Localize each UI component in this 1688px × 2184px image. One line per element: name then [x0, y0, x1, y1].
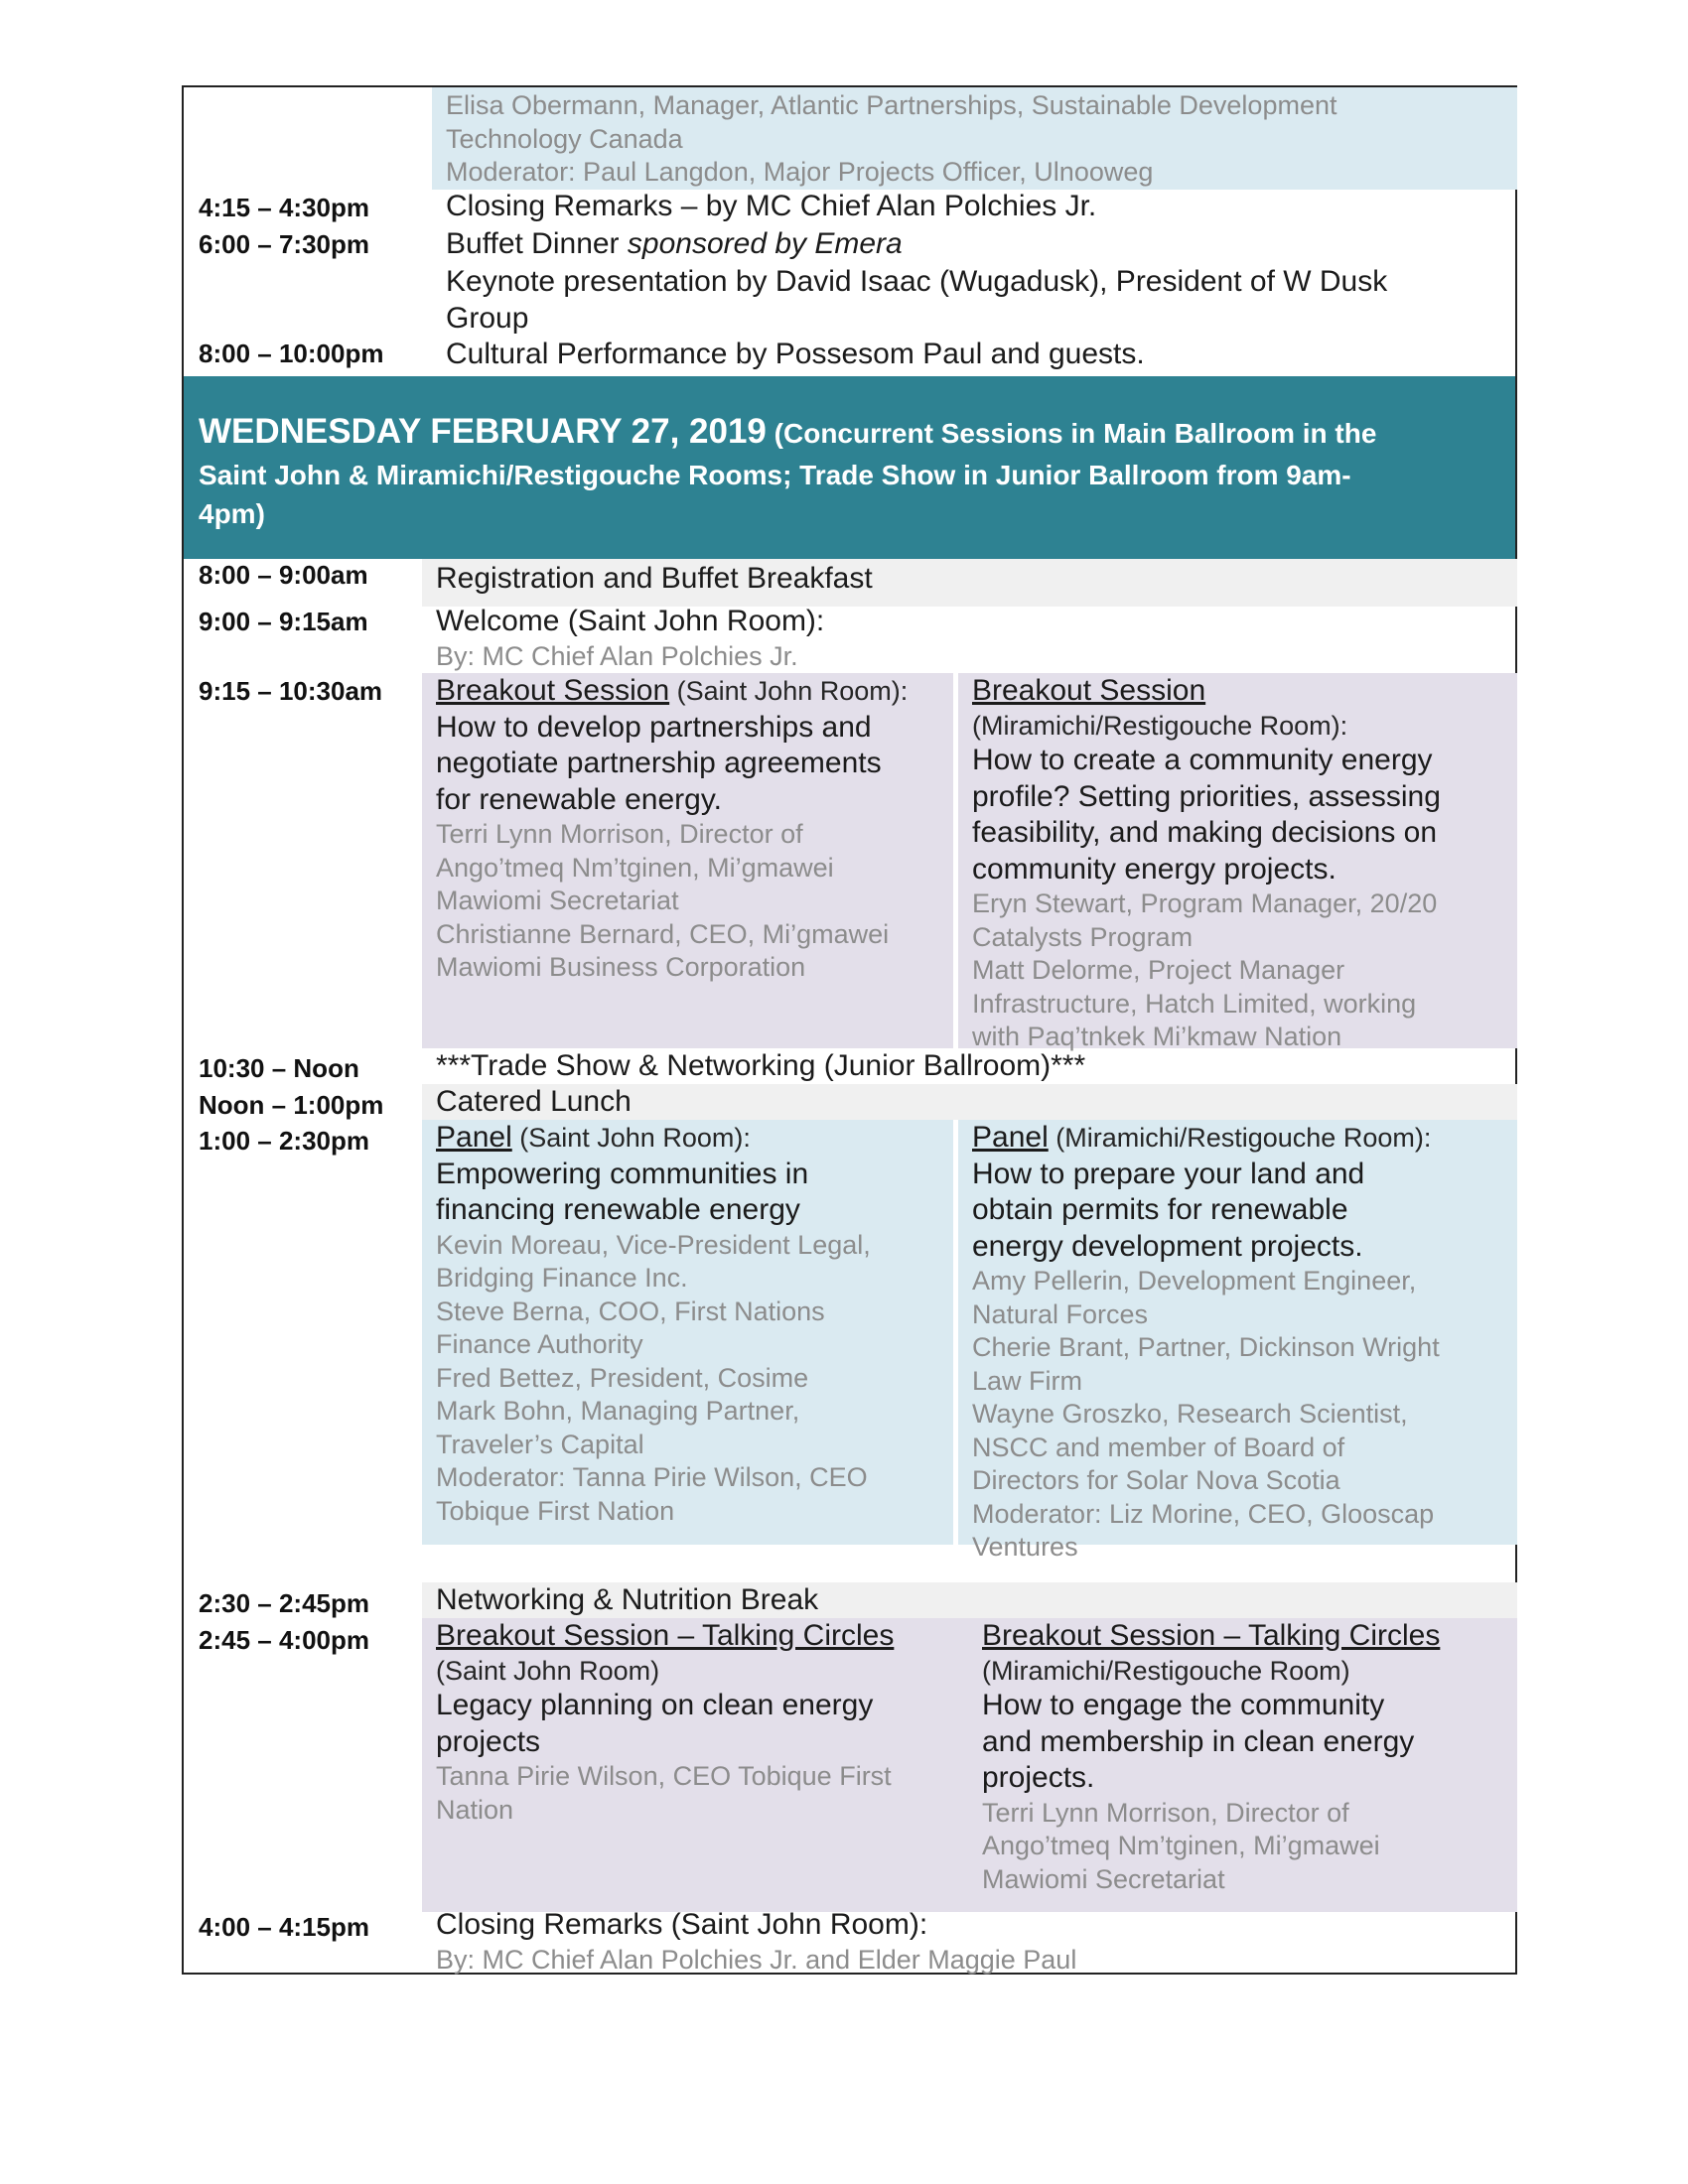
registration-row [422, 559, 1517, 607]
panel-left-speaker-9: Tobique First Nation [436, 1495, 675, 1526]
breakout-1-left-line-1: How to develop partnerships and [436, 710, 872, 744]
circles-left [436, 1618, 962, 1827]
circles-right-line-1: How to engage the community [982, 1689, 1385, 1721]
circles-right-speaker-2: Ango’tmeq Nm’tginen, Mi’gmawei [982, 1831, 1380, 1860]
panel-left-speaker-8: Moderator: Tanna Pirie Wilson, CEO [436, 1462, 868, 1492]
panel-left-speaker-5: Fred Bettez, President, Cosime [436, 1362, 809, 1393]
time-closing-tuesday: 4:15 – 4:30pm [199, 193, 369, 222]
dinner-text: Buffet Dinner [446, 227, 620, 260]
welcome-by: By: MC Chief Alan Polchies Jr. [436, 640, 798, 671]
time-break: 2:30 – 2:45pm [199, 1588, 369, 1618]
wednesday-subheading-2: Saint John & Miramichi/Restigouche Rooms; Trade Show in Junior Ballroom from 9am- [199, 460, 1351, 490]
panel-left-speaker-2: Bridging Finance Inc. [436, 1263, 688, 1293]
panel-left-speaker-4: Finance Authority [436, 1329, 643, 1359]
panel-left [422, 1120, 953, 1545]
panel-right-speaker-6: NSCC and member of Board of [972, 1432, 1345, 1462]
lunch-row [422, 1084, 1517, 1120]
breakout-1-left-line-2: negotiate partnership agreements [436, 747, 882, 779]
panel-left-speaker-6: Mark Bohn, Managing Partner, [436, 1396, 800, 1426]
circles-right-line-3: projects. [982, 1761, 1095, 1794]
time-lunch: Noon – 1:00pm [199, 1090, 384, 1120]
panel-left-line-2: financing renewable energy [436, 1193, 800, 1226]
panel-left-speaker-7: Traveler’s Capital [436, 1429, 644, 1459]
panel-left-speaker-3: Steve Berna, COO, First Nations [436, 1296, 825, 1326]
breakout-1-left [422, 673, 953, 1048]
tuesday-panel-continued [432, 87, 1517, 190]
breakout-1-left-speaker-1: Terri Lynn Morrison, Director of [436, 819, 803, 849]
welcome-row [436, 604, 1508, 673]
panel-right-title: Panel [972, 1121, 1049, 1154]
closing-text: Closing Remarks (Saint John Room): [436, 1908, 928, 1941]
breakout-1-left-speaker-3: Mawiomi Secretariat [436, 886, 679, 915]
panel-right-line-2: obtain permits for renewable [972, 1193, 1348, 1226]
breakout-1-right-title: Breakout Session [972, 674, 1206, 707]
break-text: Networking & Nutrition Break [436, 1583, 819, 1616]
time-closing: 4:00 – 4:15pm [199, 1912, 369, 1942]
circles-right-title: Breakout Session – Talking Circles [982, 1619, 1441, 1652]
breakout-1-right-line-2: profile? Setting priorities, assessing [972, 779, 1441, 813]
panel-right-room: (Miramichi/Restigouche Room): [1048, 1123, 1432, 1153]
cultural-row [446, 337, 1145, 373]
closing-by: By: MC Chief Alan Polchies Jr. and Elder Maggie Paul [436, 1944, 1077, 1975]
time-registration: 8:00 – 9:00am [199, 560, 368, 590]
panel-right-speaker-4: Law Firm [972, 1365, 1083, 1396]
panel-right-speaker-7: Directors for Solar Nova Scotia [972, 1465, 1340, 1495]
circles-left-line-1: Legacy planning on clean energy [436, 1689, 874, 1721]
breakout-1-left-title: Breakout Session [436, 674, 670, 707]
registration-text: Registration and Buffet Breakfast [436, 562, 873, 595]
circles-right-line-2: and membership in clean energy [982, 1724, 1415, 1758]
panel-right-speaker-8: Moderator: Liz Morine, CEO, Glooscap [972, 1498, 1435, 1529]
circles-right-speaker-3: Mawiomi Secretariat [982, 1863, 1225, 1894]
panel-right-line-3: energy development projects. [972, 1229, 1363, 1263]
closing-tuesday-text: Closing Remarks – by MC Chief Alan Polchies Jr. [446, 190, 1097, 222]
circles-left-line-2: projects [436, 1724, 541, 1758]
breakout-1-left-speaker-5: Mawiomi Business Corporation [436, 952, 806, 982]
time-dinner: 6:00 – 7:30pm [199, 229, 369, 259]
welcome-text: Welcome (Saint John Room): [436, 605, 825, 637]
wednesday-subheading-3: 4pm) [199, 498, 265, 529]
panel-right [958, 1120, 1517, 1562]
breakout-1-right-speaker-4: Infrastructure, Hatch Limited, working [972, 988, 1417, 1019]
panel-right-speaker-1: Amy Pellerin, Development Engineer, [972, 1266, 1417, 1296]
circles-right [982, 1618, 1513, 1896]
breakout-1-left-speaker-2: Ango’tmeq Nm’tginen, Mi’gmawei [436, 852, 834, 883]
time-cultural: 8:00 – 10:00pm [199, 339, 384, 368]
breakout-1-right-speaker-1: Eryn Stewart, Program Manager, 20/20 [972, 888, 1438, 918]
wednesday-header [184, 376, 1515, 559]
breakout-1-right-line-3: feasibility, and making decisions on [972, 816, 1438, 849]
circles-right-speaker-1: Terri Lynn Morrison, Director of [982, 1797, 1349, 1828]
time-breakout-1: 9:15 – 10:30am [199, 676, 383, 706]
wednesday-heading: WEDNESDAY FEBRUARY 27, 2019 [199, 412, 767, 451]
closing-row [436, 1907, 1508, 1977]
breakout-1-right-line-1: How to create a community energy [972, 744, 1433, 776]
time-panel: 1:00 – 2:30pm [199, 1126, 369, 1156]
time-circles: 2:45 – 4:00pm [199, 1625, 369, 1655]
time-welcome: 9:00 – 9:15am [199, 607, 368, 636]
tradeshow-text: ***Trade Show & Networking (Junior Ballroom)*** [436, 1049, 1086, 1082]
panel-line-3: Moderator: Paul Langdon, Major Projects Officer, Ulnooweg [446, 157, 1154, 187]
breakout-1-left-room: (Saint John Room): [669, 676, 909, 706]
panel-left-line-1: Empowering communities in [436, 1157, 809, 1190]
breakout-1-right-room: (Miramichi/Restigouche Room): [972, 710, 1348, 741]
closing-tuesday-row [446, 189, 1096, 225]
circles-left-speaker-1: Tanna Pirie Wilson, CEO Tobique First [436, 1761, 892, 1791]
panel-right-line-1: How to prepare your land and [972, 1157, 1365, 1190]
panel-line-1: Elisa Obermann, Manager, Atlantic Partnerships, Sustainable Development [446, 90, 1337, 120]
breakout-1-right-line-4: community energy projects. [972, 852, 1336, 886]
panel-right-speaker-2: Natural Forces [972, 1298, 1149, 1329]
cultural-text: Cultural Performance by Possesom Paul and guests. [446, 338, 1145, 370]
panel-right-speaker-5: Wayne Groszko, Research Scientist, [972, 1399, 1408, 1429]
breakout-1-right-speaker-5: with Paq’tnkek Mi’kmaw Nation [972, 1022, 1342, 1051]
breakout-1-right [958, 673, 1517, 1051]
panel-right-speaker-3: Cherie Brant, Partner, Dickinson Wright [972, 1332, 1440, 1362]
dinner-row [446, 225, 1508, 338]
circles-left-title: Breakout Session – Talking Circles [436, 1619, 895, 1652]
panel-right-speaker-9: Ventures [972, 1532, 1078, 1562]
dinner-sponsor: sponsored by Emera [627, 227, 903, 260]
breakout-1-right-speaker-3: Matt Delorme, Project Manager [972, 955, 1345, 985]
breakout-1-left-line-3: for renewable energy. [436, 782, 722, 816]
tradeshow-row [436, 1048, 1085, 1085]
panel-left-speaker-1: Kevin Moreau, Vice-President Legal, [436, 1229, 871, 1260]
keynote-line-1: Keynote presentation by David Isaac (Wugadusk), President of W Dusk [446, 264, 1388, 298]
circles-left-speaker-2: Nation [436, 1794, 514, 1825]
panel-left-title: Panel [436, 1121, 512, 1154]
break-row [422, 1582, 1517, 1618]
time-tradeshow: 10:30 – Noon [199, 1053, 359, 1083]
breakout-1-right-speaker-2: Catalysts Program [972, 921, 1194, 952]
circles-left-room: (Saint John Room) [436, 1655, 660, 1686]
wednesday-subheading-1: (Concurrent Sessions in Main Ballroom in the [774, 418, 1377, 449]
panel-line-2: Technology Canada [446, 123, 683, 154]
breakout-1-left-speaker-4: Christianne Bernard, CEO, Mi’gmawei [436, 918, 890, 949]
lunch-text: Catered Lunch [436, 1085, 632, 1118]
panel-left-room: (Saint John Room): [511, 1123, 751, 1153]
keynote-line-2: Group [446, 302, 529, 335]
agenda-table [182, 85, 1517, 1975]
circles-right-room: (Miramichi/Restigouche Room) [982, 1655, 1350, 1686]
